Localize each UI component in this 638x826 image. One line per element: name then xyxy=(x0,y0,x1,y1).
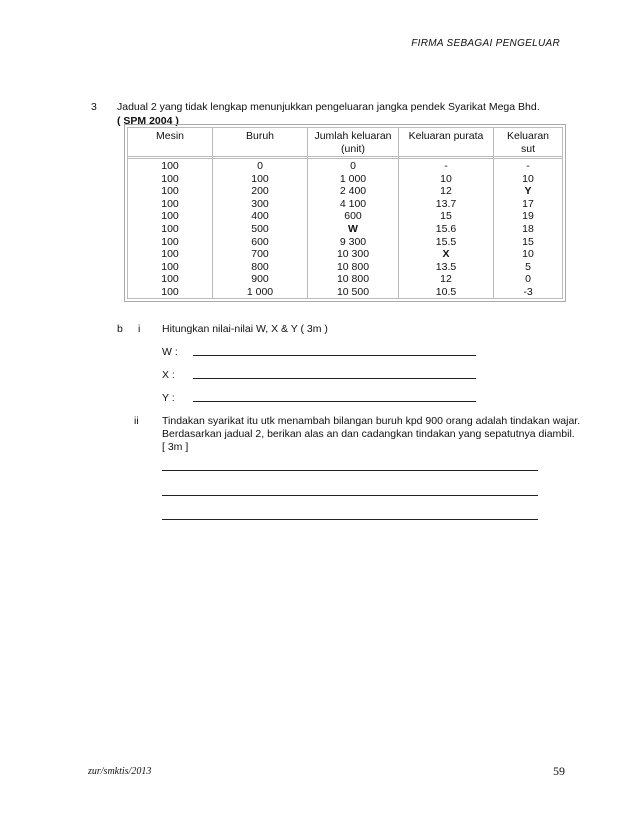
table-cell: 15 xyxy=(440,210,452,223)
part-b-label: b xyxy=(117,323,123,335)
table-cell: 10 xyxy=(522,172,534,185)
table-cell: 100 xyxy=(161,285,179,298)
table-cell: 600 xyxy=(251,235,269,248)
answer-line-ii-1[interactable] xyxy=(162,470,538,471)
table-cell: Y xyxy=(524,185,532,198)
column-keluaran-sut xyxy=(494,128,562,298)
table-cell: 100 xyxy=(161,185,179,198)
data-table-inner xyxy=(127,127,563,299)
table-cell: 2 400 xyxy=(339,185,367,198)
cells-keluaran-sut xyxy=(494,160,562,299)
table-cell: 9 300 xyxy=(339,235,367,248)
table-cell: 10 300 xyxy=(336,248,370,261)
table-cell: 800 xyxy=(251,260,269,273)
table-cell: W xyxy=(348,222,358,235)
answer-line-ii-2[interactable] xyxy=(162,495,538,496)
part-b-ii-text xyxy=(162,415,602,453)
table-cell: 10 xyxy=(522,248,534,261)
question-number: 3 xyxy=(91,101,97,113)
table-cell: 600 xyxy=(344,210,362,223)
table-cell: - xyxy=(526,160,530,172)
column-buruh xyxy=(213,128,307,298)
table-cell: -3 xyxy=(523,285,533,298)
table-cell: 10.5 xyxy=(435,285,457,298)
cells-jumlah-keluaran xyxy=(308,160,398,299)
table-cell: 900 xyxy=(251,273,269,286)
table-cell: 100 xyxy=(161,172,179,185)
table-cell: 100 xyxy=(161,260,179,273)
cells-keluaran-purata xyxy=(399,160,493,299)
answer-line-y[interactable] xyxy=(193,401,476,402)
table-cell: 5 xyxy=(525,260,531,273)
table-cell: 100 xyxy=(161,197,179,210)
answer-label-w: W : xyxy=(162,346,178,358)
header-keluaran-sut: Keluaran sut xyxy=(506,130,550,155)
page-number: 59 xyxy=(553,764,565,778)
answer-line-w[interactable] xyxy=(193,355,476,356)
table-cell: 12 xyxy=(440,273,452,286)
cells-buruh xyxy=(213,160,307,299)
table-cell: 17 xyxy=(522,197,534,210)
part-b-ii-marks: [ 3m ] xyxy=(162,440,189,453)
part-b-i-label: i xyxy=(138,323,141,335)
column-keluaran-purata xyxy=(399,128,493,298)
table-cell: 4 100 xyxy=(339,197,367,210)
part-b-i-text: Hitungkan nilai-nilai W, X & Y ( 3m ) xyxy=(162,323,328,335)
table-cell: 100 xyxy=(161,248,179,261)
table-cell: 19 xyxy=(522,210,534,223)
table-cell: 100 xyxy=(161,273,179,286)
answer-line-x[interactable] xyxy=(193,378,476,379)
table-cell: X xyxy=(442,248,450,261)
part-b-ii-line-1: Tindakan syarikat itu utk menambah bilangan buruh kpd 900 orang adalah tindakan wajar. xyxy=(162,415,581,427)
table-cell: 100 xyxy=(251,172,269,185)
header-keluaran-purata: Keluaran purata xyxy=(408,130,484,142)
table-cell: 0 xyxy=(525,273,531,286)
data-table xyxy=(124,124,566,302)
footer-credit: zur/smktis/2013 xyxy=(88,766,152,777)
table-cell: 100 xyxy=(161,222,179,235)
header-jumlah-keluaran: Jumlah keluaran (unit) xyxy=(314,130,392,155)
table-cell: 13.7 xyxy=(435,197,457,210)
table-cell: 15.5 xyxy=(435,235,457,248)
header-mesin: Mesin xyxy=(155,130,184,142)
table-cell: 400 xyxy=(251,210,269,223)
question-source: ( SPM 2004 ) xyxy=(117,115,179,127)
table-cell: 15.6 xyxy=(435,222,457,235)
table-cell: 100 xyxy=(161,235,179,248)
cells-mesin xyxy=(128,160,212,299)
table-cell: 0 xyxy=(257,160,263,172)
table-cell: 300 xyxy=(251,197,269,210)
table-cell: 15 xyxy=(522,235,534,248)
table-cell: 10 xyxy=(440,172,452,185)
answer-line-ii-3[interactable] xyxy=(162,519,538,520)
table-cell: 1 000 xyxy=(339,172,367,185)
question-text: Jadual 2 yang tidak lengkap menunjukkan pengeluaran jangka pendek Syarikat Mega Bhd. xyxy=(117,101,540,113)
answer-label-y: Y : xyxy=(162,392,175,404)
table-cell: 1 000 xyxy=(246,285,274,298)
column-jumlah-keluaran xyxy=(308,128,398,298)
column-mesin xyxy=(128,128,212,298)
part-b-ii-line-2: Berdasarkan jadual 2, berikan alas an dan cadangkan tindakan yang sepatutnya diambil. xyxy=(162,427,575,440)
table-cell: 12 xyxy=(440,185,452,198)
table-cell: 100 xyxy=(161,210,179,223)
part-b-ii-label: ii xyxy=(134,415,139,427)
table-cell: 700 xyxy=(251,248,269,261)
table-cell: 200 xyxy=(251,185,269,198)
table-cell: 10 800 xyxy=(336,273,370,286)
table-cell: - xyxy=(444,160,448,172)
header-buruh: Buruh xyxy=(245,130,275,142)
table-cell: 500 xyxy=(251,222,269,235)
page-header-title: FIRMA SEBAGAI PENGELUAR xyxy=(411,38,560,49)
table-cell: 10 800 xyxy=(336,260,370,273)
table-cell: 10 500 xyxy=(336,285,370,298)
table-cell: 18 xyxy=(522,222,534,235)
table-cell: 13.5 xyxy=(435,260,457,273)
answer-label-x: X : xyxy=(162,369,175,381)
table-cell: 0 xyxy=(350,160,356,172)
table-cell: 100 xyxy=(161,160,179,172)
